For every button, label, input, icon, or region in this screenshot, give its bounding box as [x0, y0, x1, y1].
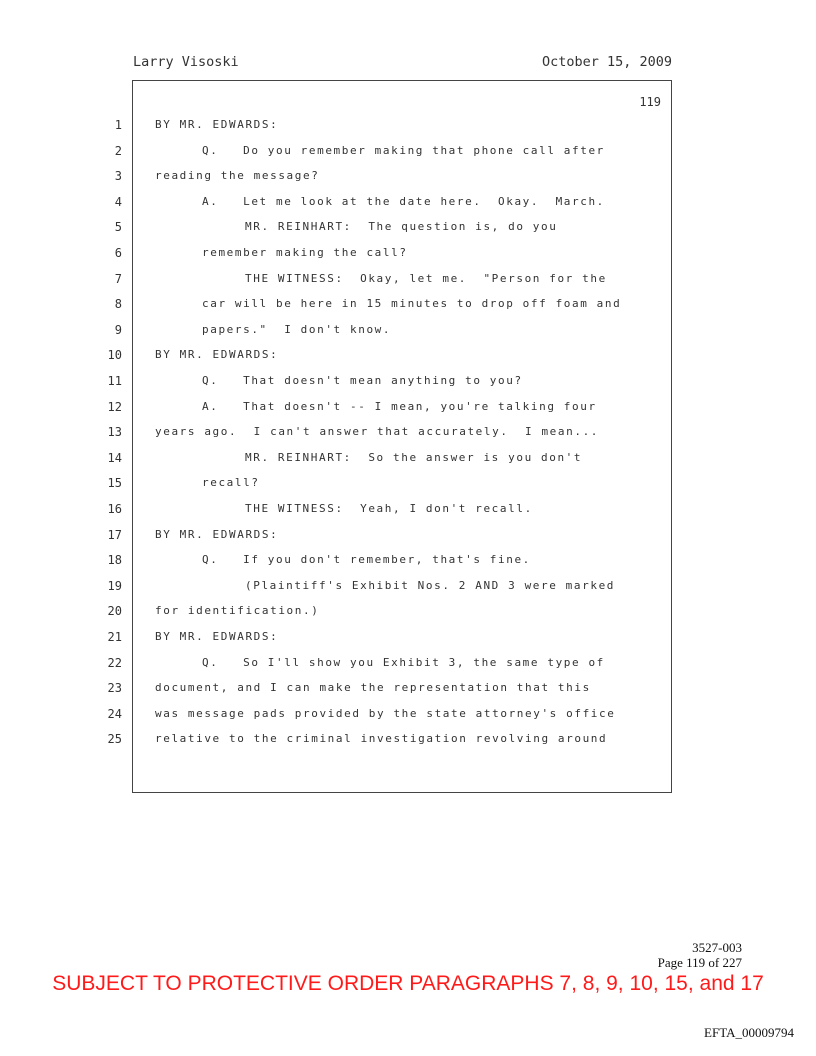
line-text: was message pads provided by the state attorney's office — [155, 706, 616, 720]
line-number: 11 — [107, 374, 122, 388]
line-text: MR. REINHART: The question is, do you — [245, 220, 558, 234]
transcript-line — [0, 425, 672, 451]
line-number: 22 — [107, 655, 122, 670]
line-text: car will be here in 15 minutes to drop off foam and — [202, 297, 622, 311]
line-text: BY MR. EDWARDS: — [155, 630, 279, 643]
line-text: BY MR. EDWARDS: — [155, 527, 279, 541]
transcript-line — [0, 374, 672, 400]
line-text: MR. REINHART: So the answer is you don't — [245, 450, 583, 464]
transcript-line — [0, 732, 672, 758]
transcript-line — [0, 451, 672, 477]
line-text: (Plaintiff's Exhibit Nos. 2 AND 3 were marked — [245, 578, 616, 592]
line-number: 14 — [107, 450, 122, 465]
bates-number: 3527-003 — [692, 940, 742, 955]
transcript-line — [0, 220, 672, 246]
line-number: 9 — [114, 322, 122, 337]
line-number: 5 — [114, 220, 122, 235]
witness-name: Larry Visoski — [133, 54, 239, 70]
transcript-line — [0, 476, 672, 502]
line-number: 3 — [114, 169, 122, 184]
line-number: 23 — [107, 681, 122, 696]
line-text: Q. That doesn't mean anything to you? — [202, 374, 523, 387]
transcript-line — [0, 502, 672, 528]
transcript-line — [0, 348, 672, 374]
line-number: 10 — [107, 348, 122, 363]
line-number: 19 — [107, 578, 122, 593]
line-text: remember making the call? — [202, 246, 408, 259]
line-text: BY MR. EDWARDS: — [155, 118, 279, 131]
line-number: 24 — [107, 706, 122, 721]
transcript-page-number: 119 — [639, 95, 661, 109]
line-number: 15 — [107, 476, 122, 491]
transcript-line — [0, 553, 672, 579]
line-text: reading the message? — [155, 169, 320, 183]
transcript-line — [0, 272, 672, 298]
transcript-line — [0, 707, 672, 733]
transcript-line — [0, 195, 672, 221]
transcript-line — [0, 297, 672, 323]
transcript-line — [0, 169, 672, 195]
line-text: Q. So I'll show you Exhibit 3, the same type of — [202, 655, 605, 669]
line-text: recall? — [202, 476, 260, 490]
transcript-line — [0, 118, 672, 144]
line-text: A. That doesn't -- I mean, you're talking four — [202, 399, 597, 413]
line-text: Q. If you don't remember, that's fine. — [202, 553, 531, 567]
line-number: 13 — [107, 425, 122, 440]
line-number: 7 — [114, 271, 122, 286]
transcript-line — [0, 630, 672, 656]
page-of-total: Page 119 of 227 — [657, 955, 742, 970]
transcript-line — [0, 656, 672, 682]
line-text: papers." I don't know. — [202, 322, 392, 336]
line-text: THE WITNESS: Yeah, I don't recall. — [245, 502, 533, 515]
line-number: 21 — [107, 630, 122, 644]
transcript-line — [0, 246, 672, 272]
deposition-date: October 15, 2009 — [541, 54, 672, 70]
line-number: 16 — [107, 502, 122, 516]
line-text: A. Let me look at the date here. Okay. March. — [202, 194, 605, 208]
transcript-line — [0, 579, 672, 605]
efta-number: EFTA_00009794 — [704, 1025, 794, 1040]
line-number: 20 — [107, 604, 122, 619]
transcript-line — [0, 400, 672, 426]
line-number: 4 — [114, 194, 122, 209]
transcript-line — [0, 528, 672, 554]
line-number: 2 — [114, 143, 122, 158]
line-number: 12 — [107, 399, 122, 414]
line-text: BY MR. EDWARDS: — [155, 348, 279, 362]
line-number: 6 — [114, 246, 122, 260]
transcript-line — [0, 604, 672, 630]
line-text: for identification.) — [155, 604, 320, 618]
line-number: 1 — [114, 118, 122, 132]
line-text: relative to the criminal investigation revolving around — [155, 732, 608, 746]
line-text: years ago. I can't answer that accurately. I mean... — [155, 425, 600, 439]
transcript-line — [0, 144, 672, 170]
line-text: THE WITNESS: Okay, let me. "Person for the — [245, 271, 607, 285]
transcript-line — [0, 323, 672, 349]
line-text: Q. Do you remember making that phone call after — [202, 143, 605, 157]
transcript-line — [0, 681, 672, 707]
line-number: 17 — [107, 527, 122, 542]
protective-order-notice: SUBJECT TO PROTECTIVE ORDER PARAGRAPHS 7, 8, 9, 10, 15, and 17 — [52, 972, 764, 995]
line-number: 18 — [107, 553, 122, 568]
line-text: document, and I can make the representation that this — [155, 681, 591, 695]
line-number: 8 — [114, 297, 122, 312]
line-number: 25 — [107, 732, 122, 747]
